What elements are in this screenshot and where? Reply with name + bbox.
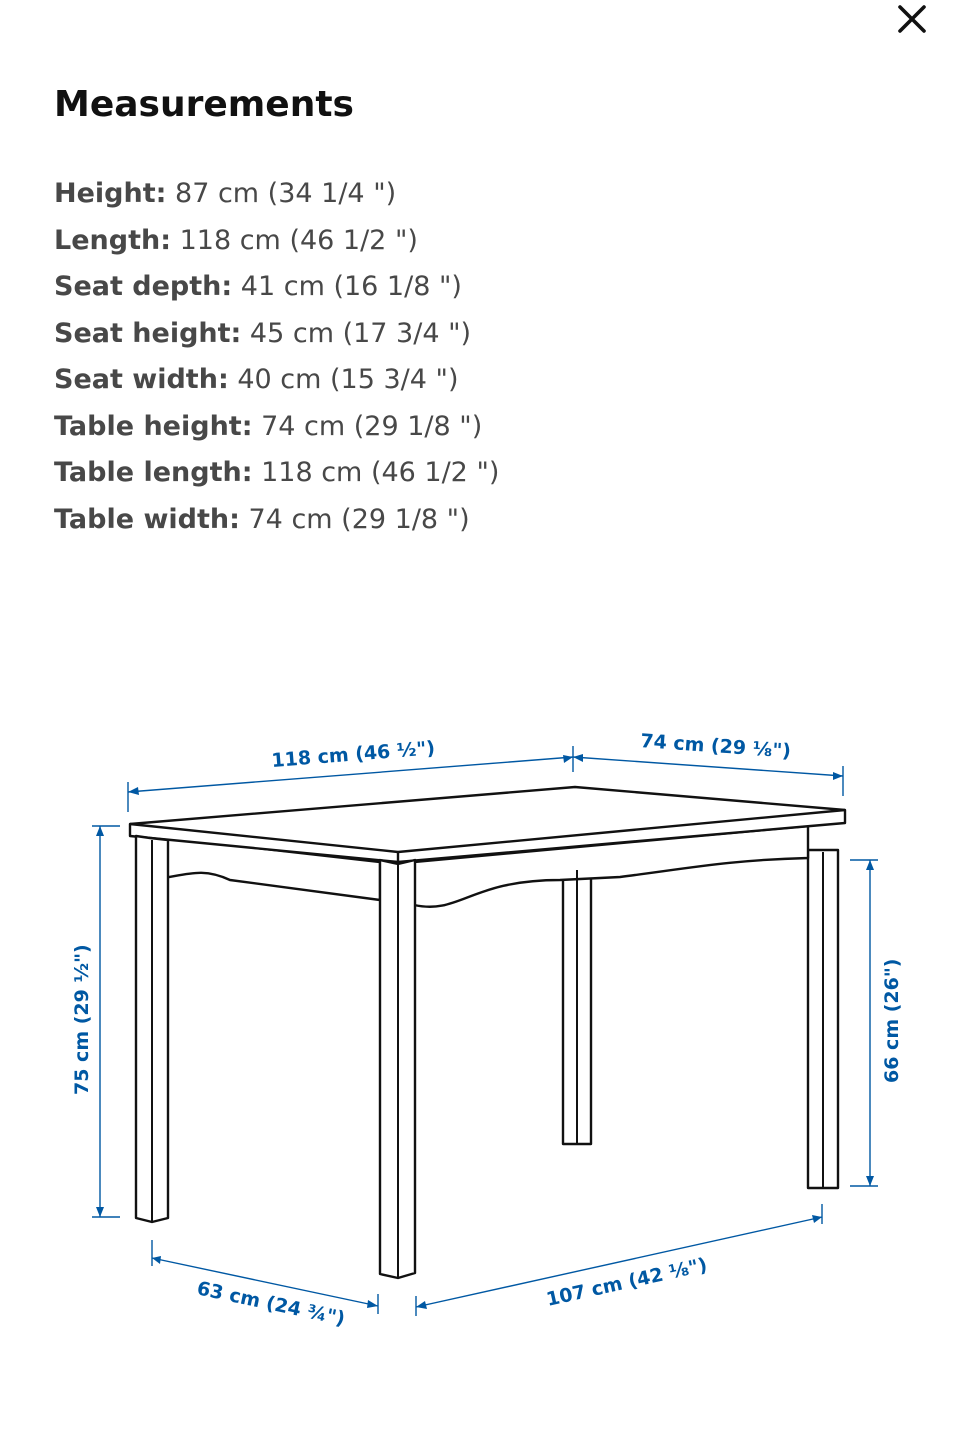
spec-value: 87 cm (34 1/4 ") — [175, 178, 397, 209]
spec-value: 45 cm (17 3/4 ") — [249, 317, 472, 349]
dimension-base-width — [152, 1240, 378, 1330]
table-dimension-diagram — [0, 700, 974, 1380]
spec-value: 118 cm (46 1/2 ") — [179, 224, 418, 256]
dimension-base-length — [416, 1204, 822, 1316]
close-button[interactable] — [890, 0, 934, 38]
dimension-label: 63 cm (24 ¾") — [194, 1277, 347, 1331]
dimension-label: 107 cm (42 ⅛") — [544, 1253, 710, 1311]
spec-seat-width — [54, 357, 499, 404]
spec-table-height — [54, 404, 499, 451]
dimension-height-right — [850, 860, 903, 1186]
spec-value: 74 cm (29 1/8 ") — [261, 410, 483, 442]
dimension-label: 75 cm (29 ½") — [71, 944, 93, 1095]
spec-label: Table height: — [54, 410, 253, 442]
spec-value: 41 cm (16 1/8 ") — [240, 271, 462, 302]
dimension-label: 66 cm (26") — [881, 958, 903, 1083]
page-title: Measurements — [54, 84, 354, 125]
spec-label: Seat depth: — [54, 271, 233, 302]
spec-value: 74 cm (29 1/8 ") — [248, 503, 470, 535]
spec-value: 118 cm (46 1/2 ") — [261, 457, 500, 488]
spec-label: Table width: — [54, 503, 240, 535]
spec-value: 40 cm (15 3/4 ") — [237, 364, 459, 395]
spec-label: Table length: — [54, 457, 253, 488]
spec-label: Height: — [54, 178, 167, 209]
table-illustration — [130, 787, 845, 1278]
measurements-list — [54, 171, 499, 543]
spec-height — [54, 171, 499, 218]
spec-label: Seat width: — [54, 364, 229, 395]
spec-seat-height — [54, 311, 499, 358]
spec-label: Length: — [54, 224, 171, 256]
spec-label: Seat height: — [54, 317, 242, 349]
close-icon — [897, 4, 927, 34]
spec-seat-depth — [54, 264, 499, 311]
dimension-label: 118 cm (46 ½") — [270, 737, 436, 772]
dimension-top-width — [573, 730, 843, 796]
spec-length — [54, 218, 499, 265]
dimension-label: 74 cm (29 ⅛") — [639, 730, 792, 763]
dimension-height-left — [71, 826, 120, 1217]
spec-table-length — [54, 450, 499, 497]
spec-table-width — [54, 497, 499, 544]
